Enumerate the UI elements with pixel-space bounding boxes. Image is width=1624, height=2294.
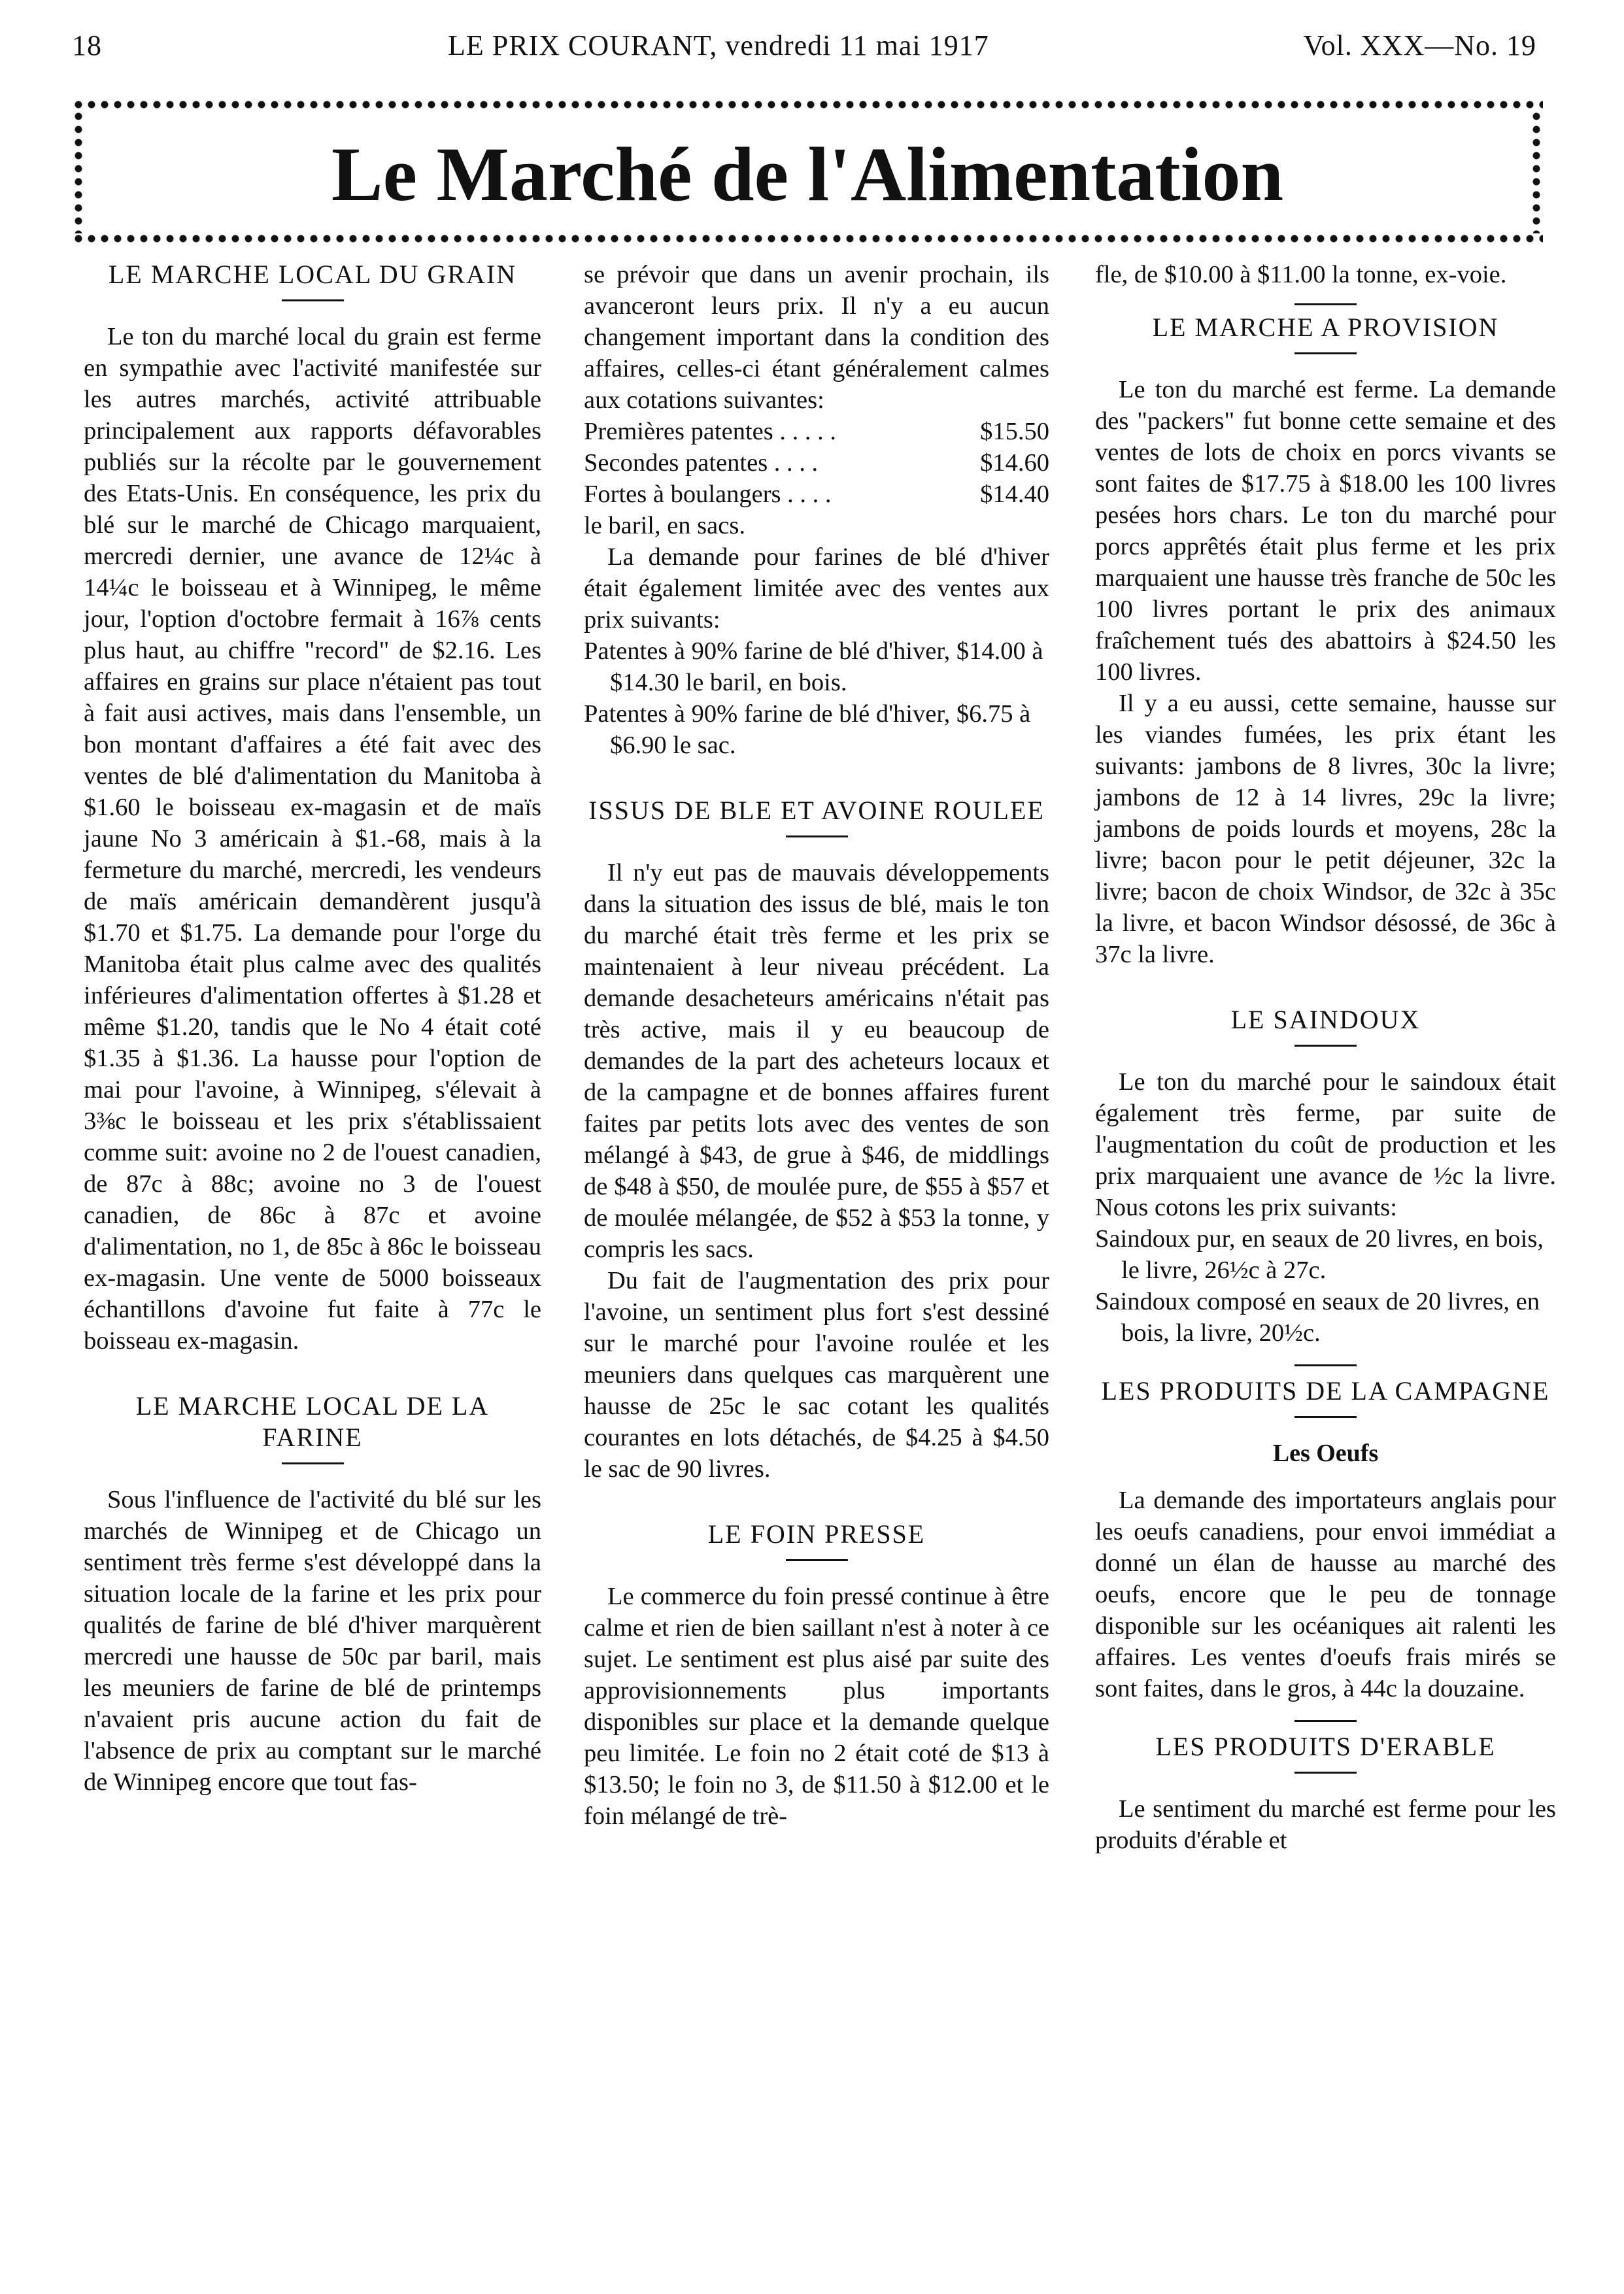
article-heading: LES PRODUITS DE LA CAMPAGNE: [1101, 1376, 1550, 1406]
heading-rule: [1294, 303, 1357, 305]
heading-rule: [1294, 352, 1357, 354]
article-paragraph: La demande pour farines de blé d'hiver était également limitée avec des ventes aux prix suivants:: [584, 543, 1049, 633]
price-row: [584, 416, 1049, 447]
article-heading: ISSUS DE BLE ET AVOINE ROULEE: [588, 796, 1045, 825]
heading-rule: [282, 1462, 344, 1464]
column-3: [1095, 259, 1556, 1856]
heading-rule: [786, 1559, 848, 1561]
price-label: Premières patentes . . . . .: [584, 418, 836, 445]
article-heading: LE MARCHE LOCAL DE LA FARINE: [135, 1391, 490, 1452]
price-label: Secondes patentes . . . .: [584, 449, 819, 477]
price-row: [584, 479, 1049, 510]
article-heading: LES PRODUITS D'ERABLE: [1155, 1732, 1496, 1761]
article-heading: LE MARCHE LOCAL DU GRAIN: [108, 260, 517, 289]
article-paragraph: se prévoir que dans un avenir prochain, ils avanceront leurs prix. Il n'y a eu aucun changement important dans la condition des affaires, celles-ci étant généralement calmes aux cotations suivantes:: [584, 261, 1049, 414]
heading-rule: [1294, 1720, 1357, 1722]
heading-rule: [786, 835, 848, 837]
article-paragraph: Sous l'influence de l'activité du blé sur les marchés de Winnipeg et de Chicago un sentiment très ferme s'est développé dans la situation locale de la farine et les prix pour qualités de farine de blé d'hiver marquèrent mercredi une hausse de 50c par baril, mais les meuniers de farine de blé de printemps n'avaient pris aucune action du fait de l'absence de prix au comptant sur le marché de Winnipeg encore que tout fas-: [84, 1486, 541, 1796]
article-paragraph: Le sentiment du marché est ferme pour les produits d'érable et: [1095, 1795, 1556, 1854]
volume-number: Vol. XXX—No. 19: [1303, 29, 1536, 61]
heading-rule: [1294, 1045, 1357, 1047]
column-1: [84, 259, 541, 1798]
article-paragraph: le baril, en sacs.: [584, 512, 745, 539]
section-title: Le Marché de l'Alimentation: [331, 131, 1284, 217]
price-label: Fortes à boulangers . . . .: [584, 481, 832, 508]
article-heading: LE SAINDOUX: [1230, 1005, 1421, 1034]
price-listing: Patentes à 90% farine de blé d'hiver, $14.00 à $14.30 le baril, en bois.: [584, 637, 1043, 696]
heading-rule: [1294, 1364, 1357, 1366]
heading-rule: [1294, 1416, 1357, 1418]
price-row: [584, 447, 1049, 479]
price-value: $15.50: [980, 418, 1049, 445]
article-paragraph: Il n'y eut pas de mauvais développements dans la situation des issus de blé, mais le ton du marché était très ferme et les prix se maintenaient à leur niveau précédent. La demande desacheteurs américains n'était pas très active, mais il y eu beaucoup de demandes de la part des acheteurs locaux et de la campagne et de bonnes affaires furent faites par petits lots avec des ventes de son mélangé à $43, de grue à $46, de middlings de $48 à $50, de moulée pure, de $55 à $57 et de moulée mélangée, de $52 à $53 la tonne, y compris les sacs.: [584, 859, 1049, 1263]
dotted-border-bottom: [72, 232, 1543, 245]
price-listing: Saindoux pur, en seaux de 20 livres, en bois, le livre, 26½c à 27c.: [1095, 1225, 1544, 1284]
article-paragraph: Le ton du marché pour le saindoux était également très ferme, par suite de l'augmentation du coût de production et les prix marquaient une avance de ½c la livre. Nous cotons les prix suivants:: [1095, 1068, 1556, 1221]
page-number: 18: [72, 29, 102, 61]
price-listing: Patentes à 90% farine de blé d'hiver, $6.75 à $6.90 le sac.: [584, 700, 1031, 759]
article-heading: LE FOIN PRESSE: [707, 1519, 926, 1549]
heading-rule: [282, 299, 344, 301]
running-header: [72, 29, 1536, 75]
article-paragraph: Le ton du marché est ferme. La demande des "packers" fut bonne cette semaine et des ventes de lots de choix en porcs vivants se sont faites de $17.75 à $18.00 les 100 livres pesées hors chars. Le ton du marché pour porcs apprêtés était plus ferme et les prix marquaient une hausse très franche de 50c les 100 livres portant le prix des animaux fraîchement tués des abattoirs à $24.50 les 100 livres.: [1095, 376, 1556, 686]
article-heading: LE MARCHE A PROVISION: [1152, 312, 1499, 342]
section-masthead: [72, 98, 1543, 245]
article-paragraph: fle, de $10.00 à $11.00 la tonne, ex-voie.: [1095, 261, 1507, 288]
article-subheading: Les Oeufs: [1272, 1440, 1379, 1467]
heading-rule: [1294, 1772, 1357, 1774]
price-listing: Saindoux composé en seaux de 20 livres, en bois, la livre, 20½c.: [1095, 1288, 1540, 1347]
article-paragraph: Le commerce du foin pressé continue à être calme et rien de bien saillant n'est à noter à ce sujet. Le sentiment est plus aisé par suite des approvisionnements plus importants disponibles sur place et la demande quelque peu limitée. Le foin no 2 était coté de $13 à $13.50; le foin no 3, de $11.50 à $12.00 et le foin mélangé de trè-: [584, 1583, 1049, 1830]
article-paragraph: La demande des importateurs anglais pour les oeufs canadiens, pour envoi immédiat a donné un élan de hausse au marché des oeufs, encore que le peu de tonnage disponible sur les océaniques ait ralenti les affaires. Les ventes d'oeufs frais mirés se sont faites, dans le gros, à 44c la douzaine.: [1095, 1487, 1556, 1702]
price-value: $14.40: [980, 481, 1049, 508]
article-paragraph: Le ton du marché local du grain est ferme en sympathie avec l'activité manifestée sur les autres marchés, activité attribuable principalement aux rapports défavorables publiés sur la récolte par le gouvernement des Etats-Unis. En conséquence, les prix du blé sur le marché de Chicago marquaient, mercredi dernier, une avance de 12¼c à 14¼c le boisseau et à Winnipeg, le même jour, l'option d'octobre fermait à 16⅞ cents plus haut, au chiffre "record" de $2.16. Les affaires en grains sur place n'étaient pas tout à fait ausi actives, mais dans l'ensemble, un bon montant d'affaires a été fait avec des ventes de blé d'alimentation du Manitoba à $1.60 le boisseau ex-magasin et de maïs jaune No 3 américain à $1.-68, mais à la fermeture du marché, mercredi, les vendeurs de maïs américain demandèrent jusqu'à $1.70 et $1.75. La demande pour l'orge du Manitoba était plus calme avec des qualités inférieures d'alimentation offertes à $1.28 et même $1.20, tandis que le No 4 était coté $1.35 à $1.36. La hausse pour l'option de mai pour l'avoine, à Winnipeg, s'élevait à 3⅜c le boisseau et les prix s'établissaient comme suit: avoine no 2 de l'ouest canadien, de 87c à 88c; avoine no 3 de l'ouest canadien, de 86c à 87c et avoine d'alimentation, no 1, de 85c à 86c le boisseau ex-magasin. Une vente de 5000 boisseaux échantillons d'avoine fut faite à 77c le boisseau ex-magasin.: [84, 323, 541, 1355]
publication-line: LE PRIX COURANT, vendredi 11 mai 1917: [448, 29, 989, 61]
article-paragraph: Il y a eu aussi, cette semaine, hausse sur les viandes fumées, les prix étant les suivants: jambons de 8 livres, 30c la livre; jambons de 12 à 14 livres, 29c la livre; jambons de poids lourds et moyens, 28c la livre; bacon pour le petit déjeuner, 32c la livre; bacon de choix Windsor, de 32c à 35c la livre, et bacon Windsor désossé, de 36c à 37c la livre.: [1095, 690, 1556, 968]
price-value: $14.60: [980, 449, 1049, 477]
dotted-border-top: [72, 98, 1543, 111]
column-2: [584, 259, 1049, 1832]
article-paragraph: Du fait de l'augmentation des prix pour l'avoine, un sentiment plus fort s'est dessiné sur le marché pour l'avoine roulée et les meuniers dans quelques cas marquèrent une hausse de 25c le sac cotant les qualités courantes en lots détachés, de $4.25 à $4.50 le sac de 90 livres.: [584, 1267, 1049, 1483]
